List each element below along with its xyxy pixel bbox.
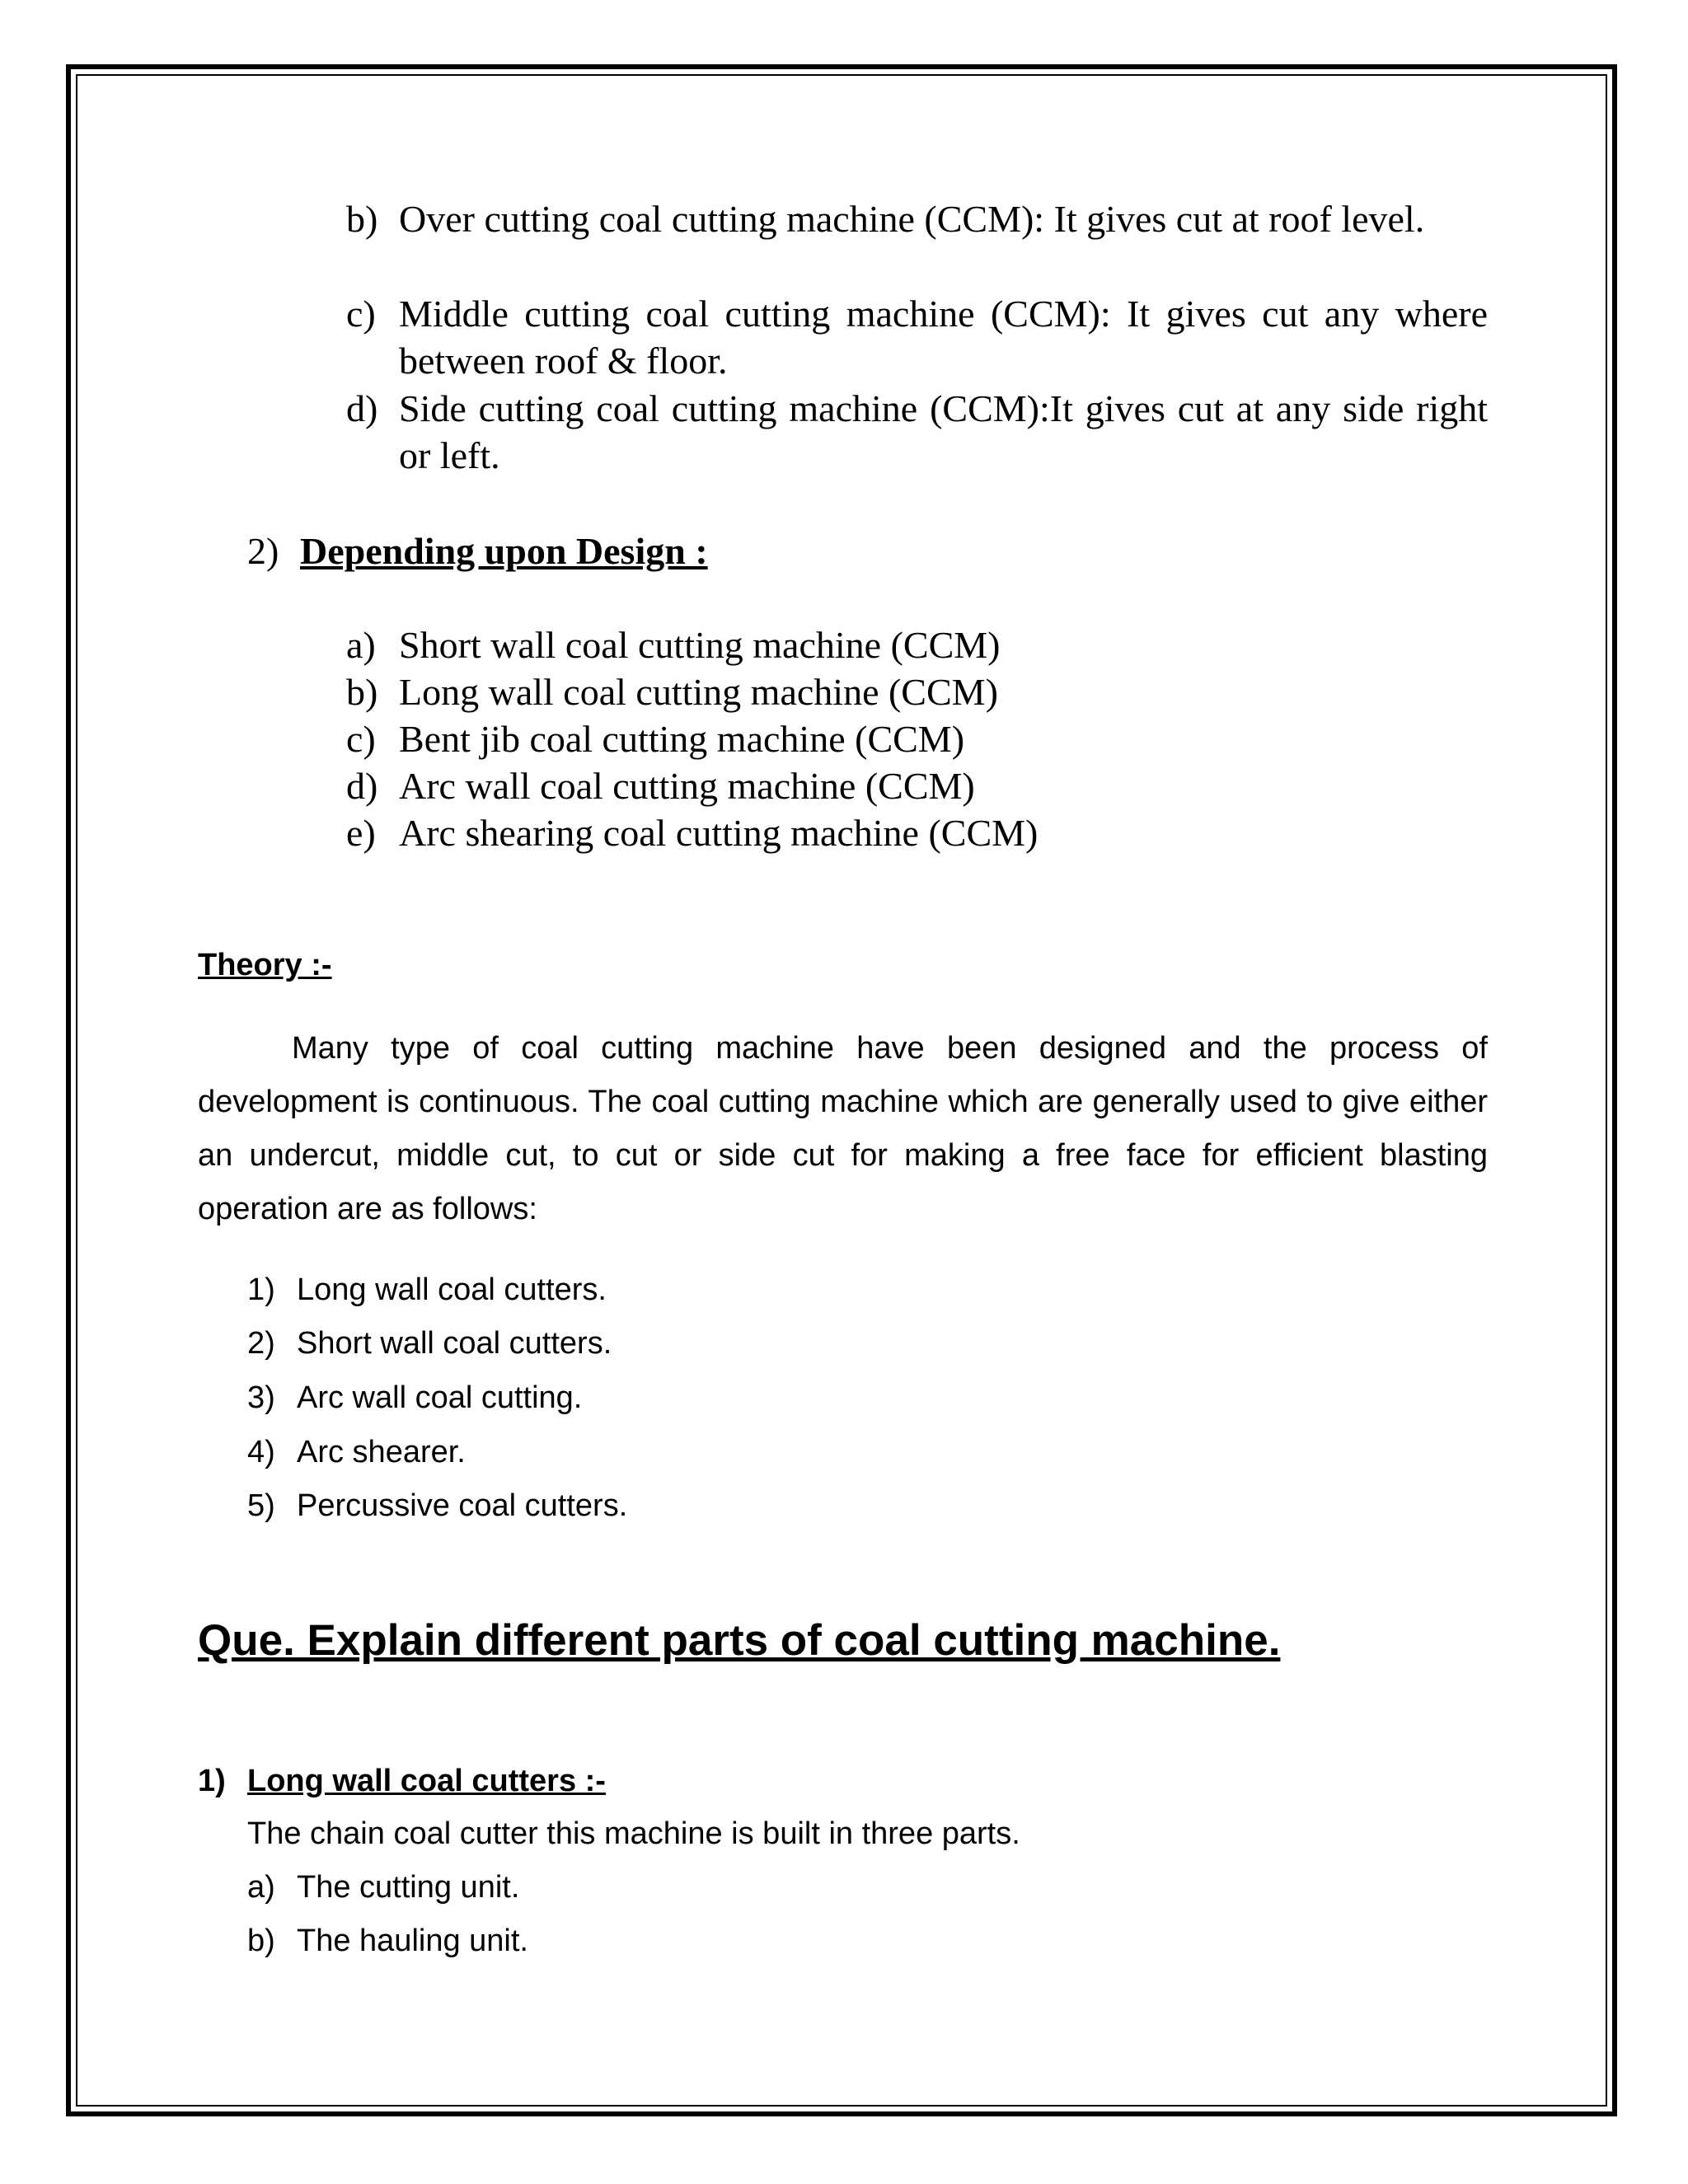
list-item <box>247 1867 519 1908</box>
list-marker: c) <box>346 293 376 335</box>
list-marker: d) <box>346 387 378 429</box>
list-text: Long wall coal cutters. <box>297 1272 607 1307</box>
list-text: Arc wall coal cutting. <box>297 1380 583 1415</box>
question-heading: Que. Explain different parts of coal cutting machine. <box>198 1616 1281 1665</box>
list-item <box>247 1323 612 1364</box>
list-item <box>247 1377 582 1418</box>
list-marker: 1) <box>247 1272 275 1307</box>
section-heading-design <box>247 527 708 574</box>
list-text: Percussive coal cutters. <box>297 1488 628 1523</box>
list-text: Side cutting coal cutting machine (CCM):It gives cut at any side right or left. <box>399 387 1488 476</box>
list-text: Short wall coal cutting machine (CCM) <box>399 624 1001 666</box>
list-text: Bent jib coal cutting machine (CCM) <box>399 718 965 760</box>
theory-paragraph-text: Many type of coal cutting machine have been designed and the process of development is continuous. The coal cutting machine which are generally used to give either an undercut, middle cut, to cut or side cut for making a free face for efficient blasting operation are as follows: <box>198 1031 1488 1226</box>
list-text: The cutting unit. <box>297 1870 520 1905</box>
section-title: Long wall coal cutters :- <box>247 1764 606 1798</box>
list-marker: a) <box>247 1870 275 1905</box>
list-item <box>346 621 1488 668</box>
list-marker: b) <box>346 671 378 713</box>
list-text: Arc wall coal cutting machine (CCM) <box>399 765 975 807</box>
list-text: Middle cutting coal cutting machine (CCM): It gives cut any where between roof & floor. <box>399 293 1488 382</box>
list-marker: c) <box>346 718 376 760</box>
list-item <box>247 1432 466 1473</box>
list-marker: d) <box>346 765 378 807</box>
theory-paragraph <box>198 1022 1488 1236</box>
list-item <box>247 1485 627 1526</box>
list-text: Long wall coal cutting machine (CCM) <box>399 671 998 713</box>
long-wall-intro: The chain coal cutter this machine is built in three parts. <box>247 1816 1020 1851</box>
list-marker: b) <box>346 198 378 240</box>
list-marker: 3) <box>247 1380 275 1415</box>
list-item <box>247 1269 607 1310</box>
list-text: Over cutting coal cutting machine (CCM): It gives cut at roof level. <box>399 198 1425 240</box>
long-wall-heading <box>198 1760 606 1802</box>
list-item <box>247 1920 528 1961</box>
section-marker: 2) <box>247 530 279 572</box>
list-text: Arc shearing coal cutting machine (CCM) <box>399 812 1039 854</box>
list-item <box>346 290 1488 384</box>
section-title: Depending upon Design : <box>300 530 708 572</box>
list-marker: b) <box>247 1924 275 1958</box>
list-item <box>346 385 1488 479</box>
list-item <box>346 715 1488 762</box>
list-item <box>346 668 1488 715</box>
section-marker: 1) <box>198 1764 226 1798</box>
list-marker: 4) <box>247 1435 275 1469</box>
list-item <box>346 762 1488 809</box>
list-item <box>346 195 1488 242</box>
list-text: Short wall coal cutters. <box>297 1326 612 1361</box>
list-item <box>346 809 1488 856</box>
list-text: The hauling unit. <box>297 1924 528 1958</box>
list-marker: e) <box>346 812 376 854</box>
list-text: Arc shearer. <box>297 1435 466 1469</box>
theory-heading: Theory :- <box>198 948 332 982</box>
list-marker: 2) <box>247 1326 275 1361</box>
list-marker: 5) <box>247 1488 275 1523</box>
list-marker: a) <box>346 624 376 666</box>
